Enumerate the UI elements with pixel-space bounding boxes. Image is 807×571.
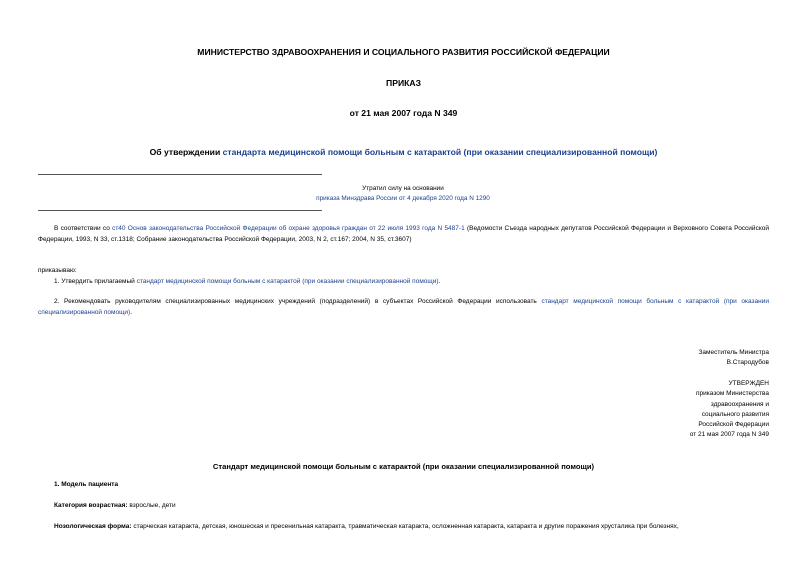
nosological-form-label: Нозологическая форма: — [54, 523, 132, 530]
order-item-2 — [38, 296, 769, 318]
order-item-1 — [38, 276, 769, 287]
preamble-law-link[interactable]: ст40 Основ законодательства Российской Федерации об охране здоровья граждан от 22 июля 1993 года N 5487-1 — [112, 225, 465, 232]
preamble-text-after: (Ведомости Съезда народных депутатов Российской Федерации и Верховного Совета Российской Федерации, 1993, N 33, ст.1318; Собрание законодательства Российской Федерации, 2003, N 2, ст.167; 2004, N 35, ст.3607) — [38, 225, 769, 243]
order-item-1-text: 1. Утвердить прилагаемый — [54, 278, 137, 285]
approval-line-1: УТВЕРЖДЕН — [728, 380, 769, 387]
approval-line-3: здравоохранения и — [710, 400, 769, 408]
document-type: ПРИКАЗ — [386, 78, 421, 88]
status-note — [200, 184, 606, 204]
approval-line-5: Российской Федерации — [698, 421, 769, 429]
order-item-1-link[interactable]: стандарт медицинской помощи больным с катарактой (при оказании специализированной помощи) — [136, 278, 439, 285]
section-patient-model: 1. Модель пациента — [54, 481, 119, 488]
approval-line-2: приказом Министерства — [696, 390, 769, 398]
document-title — [0, 147, 807, 157]
signature-block — [699, 348, 770, 369]
status-note-text: Утратил силу на основании — [362, 185, 444, 192]
age-category — [54, 500, 176, 511]
ministry-heading: МИНИСТЕРСТВО ЗДРАВООХРАНЕНИЯ И СОЦИАЛЬНОГО РАЗВИТИЯ РОССИЙСКОЙ ФЕДЕРАЦИИ — [197, 47, 610, 57]
order-item-2-end: . — [130, 309, 133, 316]
nosological-form-value: старческая катаракта, детская, юношеская и пресенильная катаракта, травматическая катаракта, осложненная катаракта, катаракта и другие поражения хрусталика при болезнях, — [131, 523, 679, 530]
age-category-label: Категория возрастная: — [54, 502, 128, 509]
title-prefix: Об утверждении — [149, 147, 223, 157]
order-item-2-link[interactable]: стандарт медицинской помощи больным с катарактой (при оказании специализированной помощи) — [38, 298, 769, 316]
preamble-paragraph — [38, 223, 769, 245]
approval-line-4: социального развития — [701, 410, 769, 418]
preamble-text-before: В соответствии со — [54, 225, 113, 232]
order-item-2-text: 2. Рекомендовать руководителям специализированных медицинских учреждений (подразделений) в субъектах Российской Федерации использовать — [54, 298, 542, 305]
age-category-value: взрослые, дети — [127, 502, 176, 509]
approval-block — [690, 379, 769, 441]
nosological-form — [54, 521, 769, 532]
divider-top — [38, 174, 322, 175]
signature-position: Заместитель Министра — [698, 349, 769, 356]
status-note-link[interactable]: приказа Минздрава России от 4 декабря 2020 года N 1290 — [316, 195, 490, 202]
order-intro: приказываю: — [38, 267, 77, 274]
signature-name: В.Стародубов — [726, 359, 769, 367]
document-date-number: от 21 мая 2007 года N 349 — [349, 108, 458, 118]
divider-bottom — [38, 210, 322, 211]
standard-title: Стандарт медицинской помощи больным с катарактой (при оказании специализированной помощи) — [212, 462, 595, 471]
approval-line-6: от 21 мая 2007 года N 349 — [689, 431, 769, 439]
title-link[interactable]: стандарта медицинской помощи больным с катарактой (при оказании специализированной помощи) — [222, 147, 658, 157]
order-item-1-end: . — [438, 278, 441, 285]
